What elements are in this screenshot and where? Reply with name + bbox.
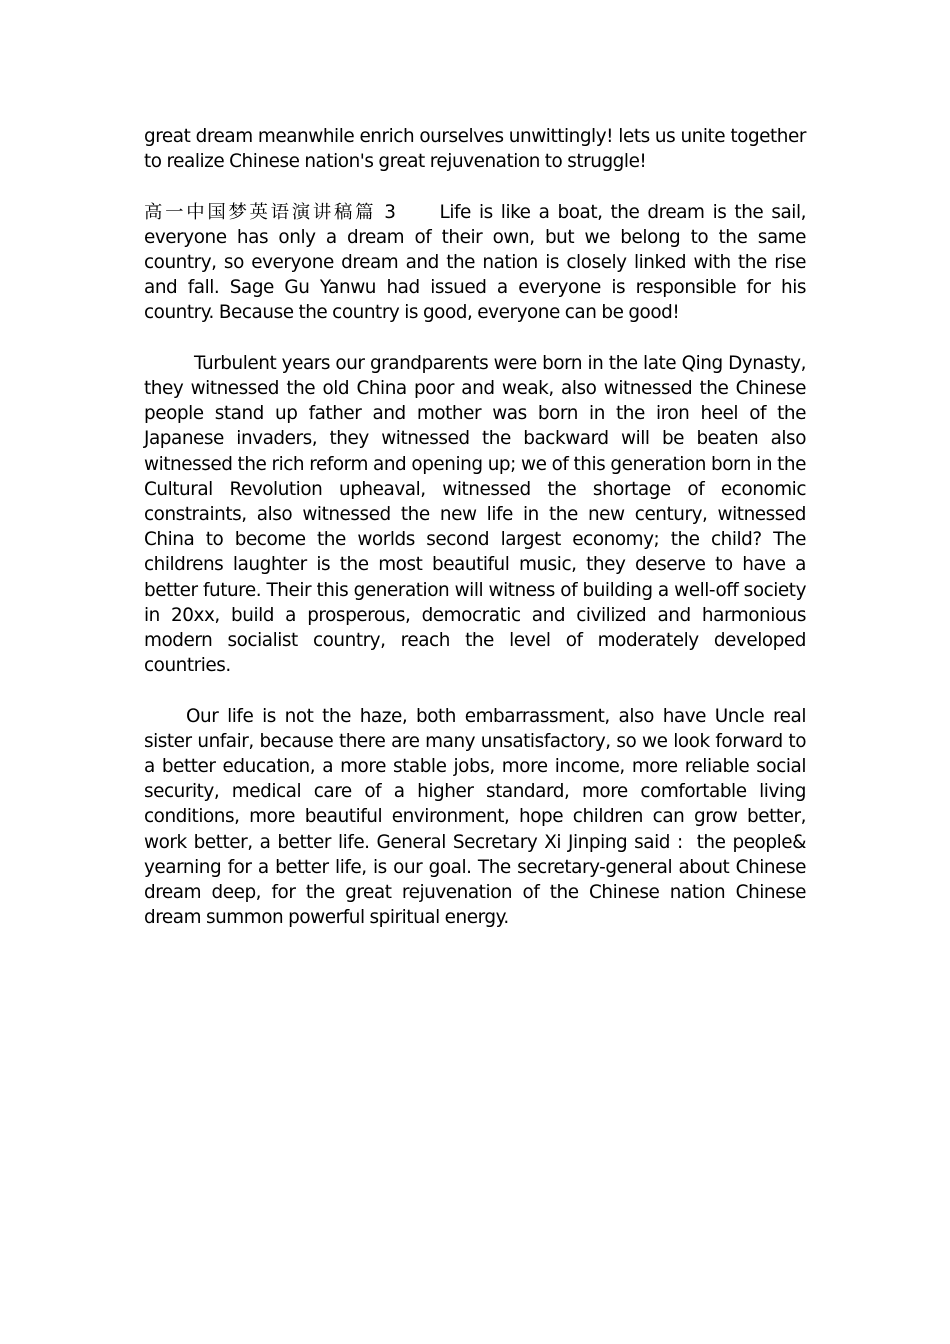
document-page	[144, 124, 806, 956]
paragraph-closing-dream: great dream meanwhile enrich ourselves unwittingly! lets us unite together to realize Chinese nation's great rejuvenation to struggle!	[144, 126, 806, 173]
paragraph-turbulent-years: Turbulent years our grandparents were born in the late Qing Dynasty, they witnessed the old China poor and weak, also witnessed the Chinese people stand up father and mother was born in the iron heel of the Japanese invaders, they witnessed the backward will be beaten also witnessed the rich reform and opening up; we of this generation born in the Cultural Revolution upheaval, witnessed the shortage of economic constraints, also witnessed the new life in the new century, witnessed China to become the worlds second largest economy; the child? The childrens laughter is the most beautiful music, they deserve to have a better future. Their this generation will witness of building a well-off society in 20xx, build a prosperous, democratic and civilized and harmonious modern socialist country, reach the level of moderately developed countries.	[144, 352, 806, 677]
paragraph-boat-sail: Life is like a boat, the dream is the sail, everyone has only a dream of their own, but we belong to the same country, so everyone dream and the nation is closely linked with the rise and fall. Sage Gu Yanwu had issued a everyone is responsible for his country. Because the country is good, everyone can be good!	[144, 201, 806, 324]
section-heading: 高一中国梦英语演讲稿篇 3	[144, 201, 396, 223]
paragraph-our-life: Our life is not the haze, both embarrassment, also have Uncle real sister unfair, because there are many unsatisfactory, so we look forward to a better education, a more stable jobs, more income, more reliable social security, medical care of a higher standard, more comfortable living conditions, more beautiful environment, hope children can grow better, work better, a better life. General Secretary Xi Jinping said : the people& yearning for a better life, is our goal. The secretary-general about Chinese dream deep, for the great rejuvenation of the Chinese nation Chinese dream summon powerful spiritual energy.	[144, 705, 806, 929]
paragraph-section-3-intro	[144, 200, 806, 326]
